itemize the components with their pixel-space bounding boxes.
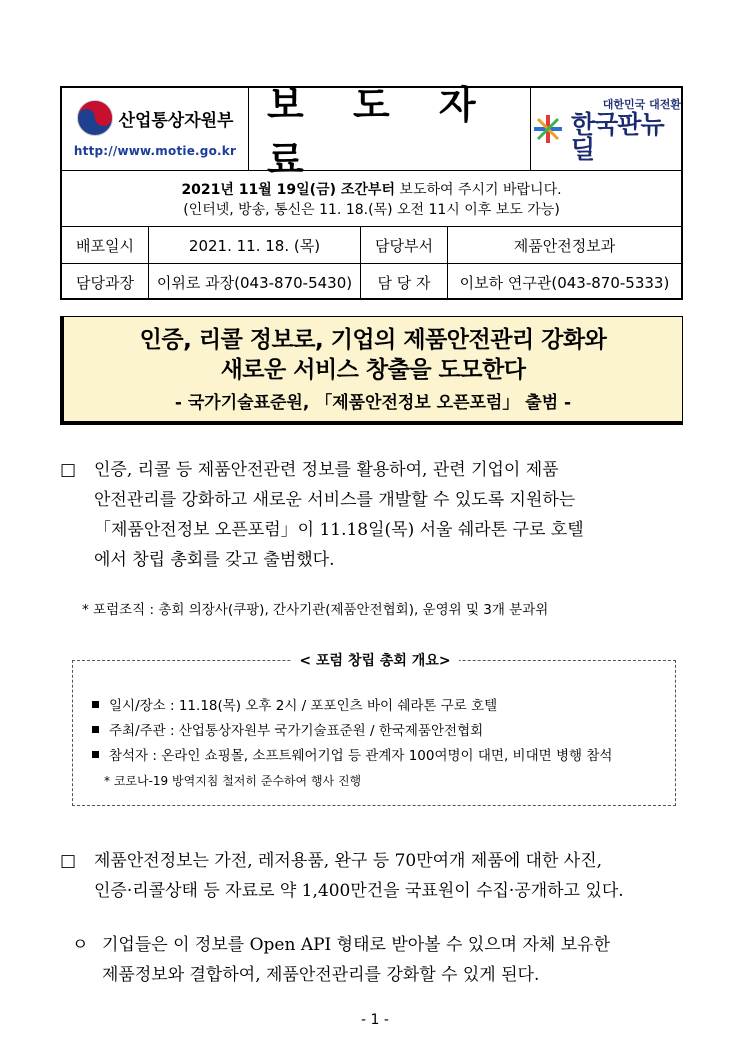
outline-item: [92, 719, 483, 739]
outline-item-text: 주최/주관 : 산업통상자원부 국가기술표준원 / 한국제품안전협회: [109, 723, 484, 739]
embargo-online-note: (인터넷, 방송, 통신은 11. 18.(목) 오전 11시 이후 보도 가능): [183, 202, 560, 218]
value-director: 이위로 과장(043-870-5430): [149, 264, 361, 300]
headline-subtitle: - 국가기술표준원, 「제품안전정보 오픈포럼」 출범 -: [174, 393, 572, 413]
taeguk-emblem-icon: [77, 100, 113, 136]
outline-title-wrap: [0, 650, 750, 670]
embargo-date: 2021년 11월 19일(금) 조간부터: [181, 182, 395, 198]
square-bullet-icon: [92, 751, 99, 758]
title-cell: [249, 82, 531, 182]
embargo-row: [62, 171, 681, 227]
square-bullet-icon: [92, 701, 99, 708]
new-deal-mark-icon: [531, 112, 565, 146]
ministry-url[interactable]: http://www.motie.go.kr: [73, 144, 237, 158]
headline-line-2: 새로운 서비스 창출을 도모한다: [220, 357, 526, 383]
outline-item: [92, 694, 497, 714]
info-row-1: [62, 227, 681, 264]
headline-box: [60, 316, 683, 425]
forum-organization-note: * 포럼조직 : 총회 의장사(쿠팡), 간사기관(제품안전협회), 운영위 및 3개 분과위: [82, 602, 549, 618]
header-logo-row: [62, 82, 681, 182]
paragraph-3: [72, 930, 700, 990]
paragraph-1-line: 인증, 리콜 등 제품안전관련 정보를 활용하여, 관련 기업이 제품: [94, 460, 559, 480]
square-bullet: □: [60, 851, 77, 871]
outline-title: < 포럼 창립 총회 개요>: [291, 653, 458, 669]
ministry-name: 산업통상자원부: [118, 110, 234, 131]
paragraph-3-line: 제품정보와 결합하여, 제품안전관리를 강화할 수 있게 된다.: [102, 965, 540, 985]
square-bullet: □: [60, 460, 77, 480]
page-number: - 1 -: [361, 1012, 389, 1028]
paragraph-2: [60, 846, 700, 906]
paragraph-2-line: 제품안전정보는 가전, 레저용품, 완구 등 70만여개 제품에 대한 사진,: [94, 851, 603, 871]
paragraph-2-line: 인증·리콜상태 등 자료로 약 1,400만건을 국표원이 수집·공개하고 있다.: [94, 881, 624, 901]
value-release-date: 2021. 11. 18. (목): [149, 227, 361, 263]
korean-new-deal-logo: [531, 96, 681, 162]
new-deal-slogan: 대한민국 대전환: [602, 98, 681, 111]
outline-item-text: 참석자 : 온라인 쇼핑몰, 소프트웨어기업 등 관계자 100여명이 대면, 비대면 병행 참석: [109, 748, 613, 764]
square-bullet-icon: [92, 726, 99, 733]
label-director: 담당과장: [62, 264, 149, 300]
new-deal-logo-cell: [531, 88, 681, 170]
press-release-title: 보 도 자 료: [267, 82, 494, 182]
embargo-text: 보도하여 주시기 바랍니다.: [394, 182, 562, 198]
headline-line-1: 인증, 리콜 정보로, 기업의 제품안전관리 강화와: [139, 327, 607, 353]
ministry-logo-cell: [62, 88, 249, 170]
info-row-2: [62, 264, 681, 300]
embargo-notice: [62, 171, 681, 220]
value-department: 제품안전정보과: [513, 236, 616, 255]
outline-note: * 코로나-19 방역지침 철저히 준수하여 행사 진행: [104, 774, 362, 788]
paragraph-1-line: 「제품안전정보 오픈포럼」이 11.18일(목) 서울 쉐라톤 구로 호텔: [94, 520, 584, 540]
label-release-date: 배포일시: [62, 227, 149, 263]
value-contact-person: 이보하 연구관(043-870-5333): [459, 273, 670, 292]
paragraph-1-line: 에서 창립 총회를 갖고 출범했다.: [94, 550, 335, 570]
label-contact-person: 담 당 자: [361, 264, 448, 300]
new-deal-wordmark: 한국판뉴딜: [571, 110, 664, 164]
press-header-table: [60, 82, 683, 300]
label-department: 담당부서: [361, 227, 448, 263]
outline-item-text: 일시/장소 : 11.18(목) 오후 2시 / 포포인츠 바이 쉐라톤 구로 호텔: [109, 698, 498, 714]
paragraph-1: [60, 455, 700, 575]
circle-bullet: ㅇ: [72, 935, 89, 955]
outline-item: [92, 744, 612, 764]
paragraph-3-line: 기업들은 이 정보를 Open API 형태로 받아볼 수 있으며 자체 보유한: [102, 935, 611, 955]
paragraph-1-line: 안전관리를 강화하고 새로운 서비스를 개발할 수 있도록 지원하는: [94, 490, 576, 510]
